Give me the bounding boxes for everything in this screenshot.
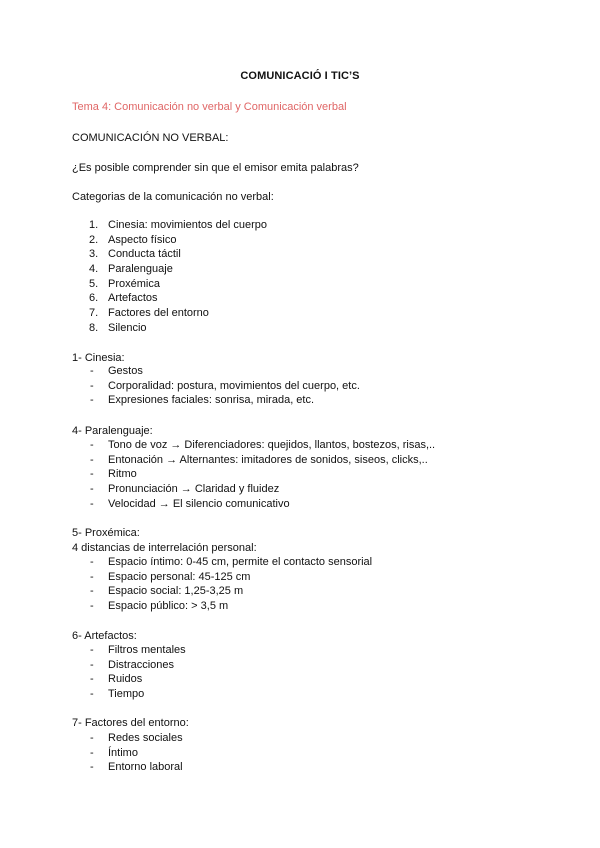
item-number: 3. <box>89 248 99 261</box>
proxemica-subheading: 4 distancias de interrelación personal: <box>72 542 257 554</box>
item-text: Redes sociales <box>108 732 183 744</box>
item-text: Pronunciación → Claridad y fluidez <box>108 483 280 496</box>
item-text: Espacio social: 1,25-3,25 m <box>108 585 244 598</box>
item-text: Factores del entorno <box>108 307 209 320</box>
item-text: Corporalidad: postura, movimientos del cuerpo, etc. <box>108 379 360 392</box>
item-text: Expresiones faciales: sonrisa, mirada, etc. <box>108 394 315 407</box>
item-text: Espacio íntimo: 0-45 cm, permite el contacto sensorial <box>108 556 373 568</box>
item-text: Íntimo <box>108 746 138 759</box>
item-text: Entonación → Alternantes: imitadores de sonidos, siseos, clicks,.. <box>108 453 428 466</box>
item-text: Espacio público: > 3,5 m <box>108 600 229 613</box>
item-number: 5. <box>89 277 99 290</box>
item-text: Filtros mentales <box>108 644 186 656</box>
item-text: Ruidos <box>108 673 143 686</box>
categories-intro: Categorias de la comunicación no verbal: <box>72 191 274 203</box>
item-text: Ritmo <box>108 468 137 481</box>
artefactos-heading: 6- Artefactos: <box>72 630 137 642</box>
item-text: Artefactos <box>108 292 158 305</box>
item-number: 4. <box>89 263 99 276</box>
paralenguaje-heading: 4- Paralenguaje: <box>72 425 153 437</box>
item-text: Conducta táctil <box>108 248 181 261</box>
item-text: Aspecto físico <box>108 233 177 246</box>
entorno-heading: 7- Factores del entorno: <box>72 717 189 729</box>
item-number: 8. <box>89 321 99 334</box>
item-number: 6. <box>89 292 99 305</box>
item-number: 2. <box>89 233 99 246</box>
item-text: Entorno laboral <box>108 761 183 774</box>
topic-subtitle: Tema 4: Comunicación no verbal y Comunicación verbal <box>72 101 347 113</box>
proxemica-heading: 5- Proxémica: <box>72 527 140 539</box>
item-text: Velocidad → El silencio comunicativo <box>108 497 290 510</box>
item-text: Paralenguaje <box>108 263 173 276</box>
item-text: Cinesia: movimientos del cuerpo <box>108 219 267 231</box>
item-number: 1. <box>89 219 99 231</box>
document-title: COMUNICACIÓ I TIC’S <box>240 70 360 82</box>
item-text: Gestos <box>108 365 143 377</box>
section-heading: COMUNICACIÓN NO VERBAL: <box>72 132 229 144</box>
item-text: Silencio <box>108 321 147 334</box>
item-text: Distracciones <box>108 658 175 671</box>
item-text: Tiempo <box>108 688 145 701</box>
document-page: COMUNICACIÓ I TIC’S Tema 4: Comunicación no verbal y Comunicación verbal COMUNICACIÓN NO VERBAL: ¿Es posible comprender sin que el emisor emita palabras? Categorias de la comunicación no verbal: 1. Cinesia: movimientos del cuerpo 2. Aspecto físico 3. Conducta táctil 4. Paralenguaje 5. Proxémica 6. Artefactos 7. Factores del entorno 8. Silencio 1- Cinesia: - Gestos - Corporalidad: postura, movimientos del cuerpo, etc. - Expresiones faciales: sonrisa, mirada, etc. 4- Paralenguaje: - Tono de voz → Diferenciadores: quejidos, llantos, bostezos, risas,.. - Entonación → Alternantes: imitadores de sonidos, siseos, clicks,.. - Ritmo - Pronunciación → Claridad y fluidez - Velocidad → El silencio comunicativo 5- Proxémica: 4 distancias de interrelación personal: - Espacio íntimo: 0-45 cm, permite el contacto sensorial - Espacio personal: 45-125 cm - Espacio social: 1,25-3,25 m - Espacio público: > 3,5 m 6- Artefactos: - Filtros mentales - Distracciones - Ruidos - Tiempo 7- Factores del entorno: - Redes sociales - Íntimo - Entorno laboral <box>0 0 600 848</box>
item-text: Espacio personal: 45-125 cm <box>108 570 251 583</box>
cinesia-heading: 1- Cinesia: <box>72 352 125 364</box>
item-text: Tono de voz → Diferenciadores: quejidos, llantos, bostezos, risas,.. <box>108 439 436 451</box>
question-text: ¿Es posible comprender sin que el emisor emita palabras? <box>72 162 359 174</box>
item-text: Proxémica <box>108 277 160 290</box>
item-number: 7. <box>89 307 99 320</box>
